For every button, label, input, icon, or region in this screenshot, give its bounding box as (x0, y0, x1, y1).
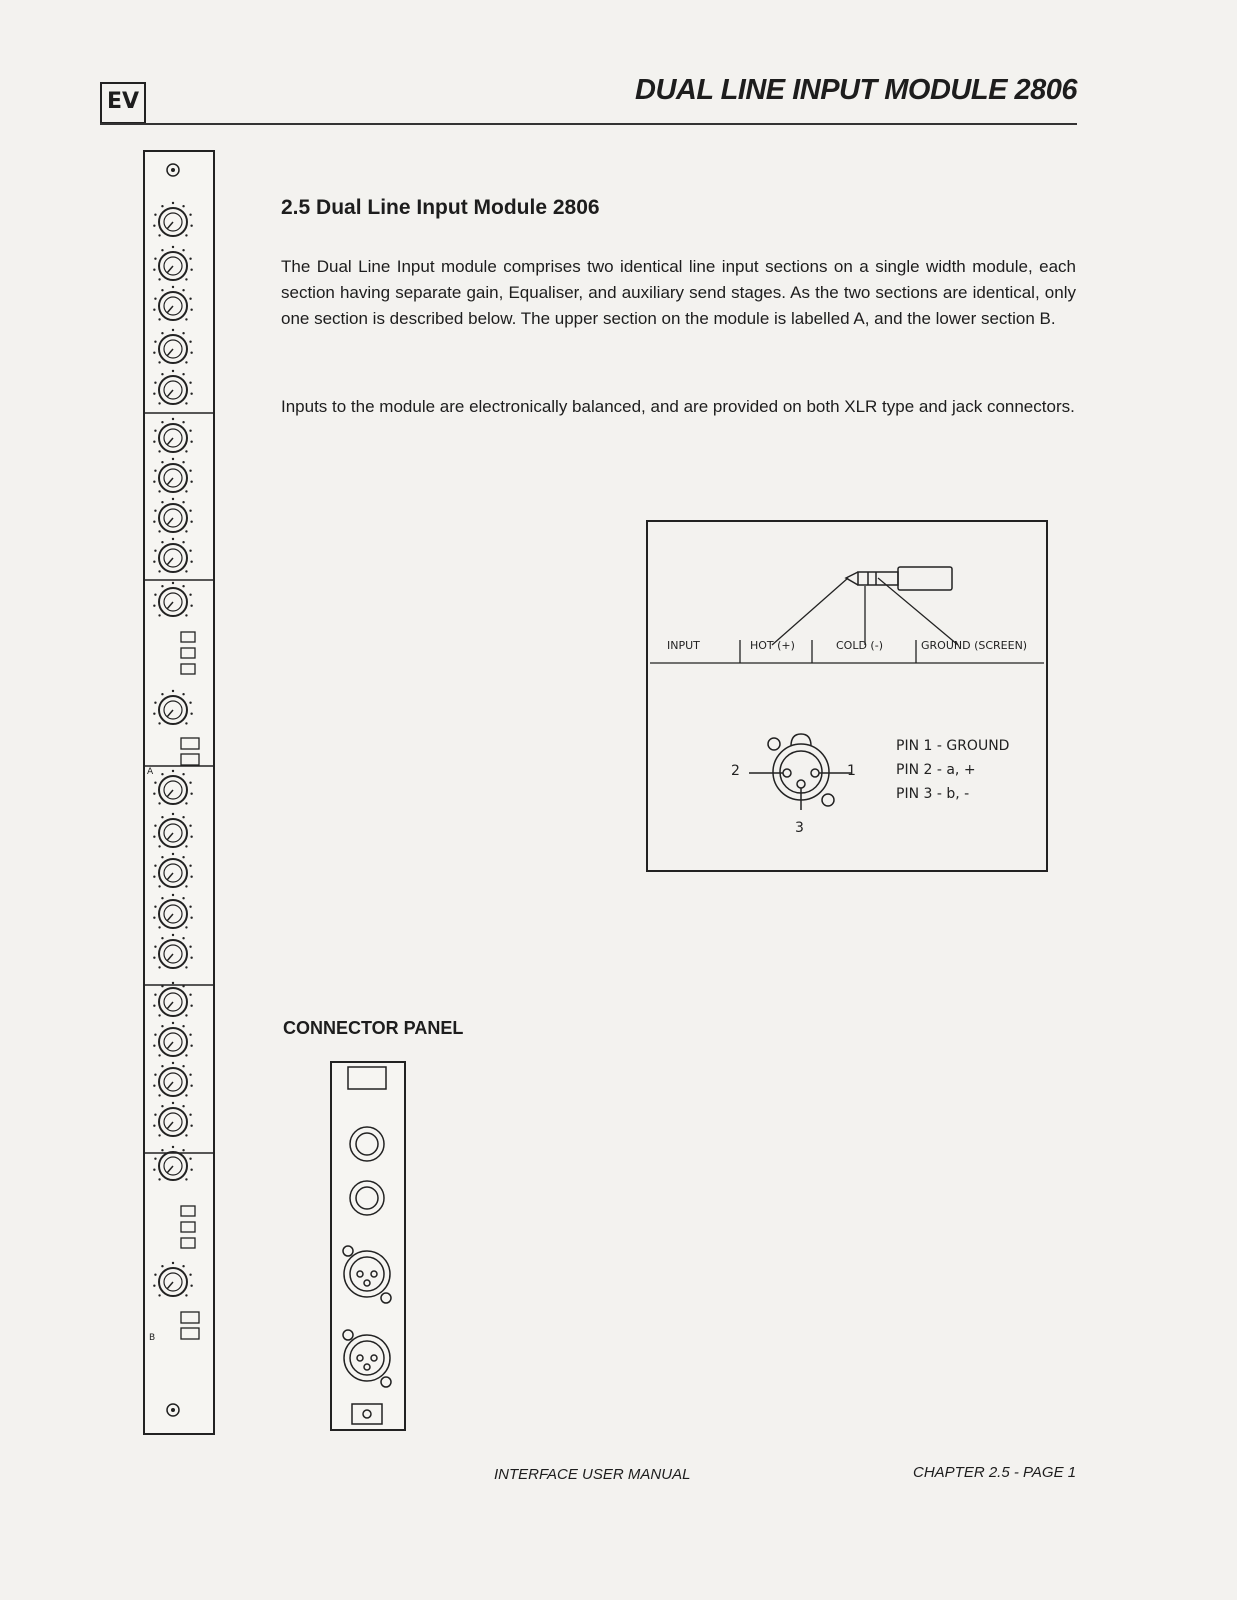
header-divider (100, 123, 1077, 125)
inputs-paragraph: Inputs to the module are electronically balanced, and are provided on both XLR type and jack connectors. (281, 397, 1075, 416)
strip-label-a: A (147, 767, 154, 777)
label-input: INPUT (667, 639, 700, 652)
wiring-diagram (646, 520, 1048, 872)
label-ground: GROUND (SCREEN) (921, 639, 1028, 652)
pin-3-description: PIN 3 - b, - (896, 786, 970, 802)
footer-page-number: CHAPTER 2.5 - PAGE 1 (913, 1464, 1077, 1481)
jack-plug-icon (846, 567, 952, 590)
xlr-pin-1-number: 1 (847, 763, 856, 779)
pin-1-description: PIN 1 - GROUND (896, 738, 1010, 754)
section-heading: 2.5 Dual Line Input Module 2806 (281, 196, 600, 219)
ev-logo: EV (100, 82, 146, 124)
connector-panel-heading: CONNECTOR PANEL (283, 1018, 464, 1038)
module-strip-illustration (143, 150, 215, 1435)
pin-2-description: PIN 2 - a, + (896, 762, 976, 778)
strip-label-b: B (149, 1333, 156, 1343)
footer-manual-title: INTERFACE USER MANUAL (494, 1466, 691, 1483)
page-header-title: DUAL LINE INPUT MODULE 2806 (635, 74, 1077, 106)
connector-panel-illustration (330, 1061, 406, 1431)
xlr-connector-icon (749, 734, 851, 810)
xlr-pin-2-number: 2 (731, 763, 740, 779)
label-cold: COLD (-) (836, 639, 883, 652)
xlr-pin-3-number: 3 (795, 820, 804, 836)
label-hot: HOT (+) (750, 639, 795, 652)
intro-paragraph: The Dual Line Input module comprises two identical line input sections on a single width module, each section having separate gain, Equaliser, and auxiliary send stages. As the two sections are identical, only one section is described below. The upper section on the module is labelled A, and the lower section B. (281, 257, 1076, 328)
